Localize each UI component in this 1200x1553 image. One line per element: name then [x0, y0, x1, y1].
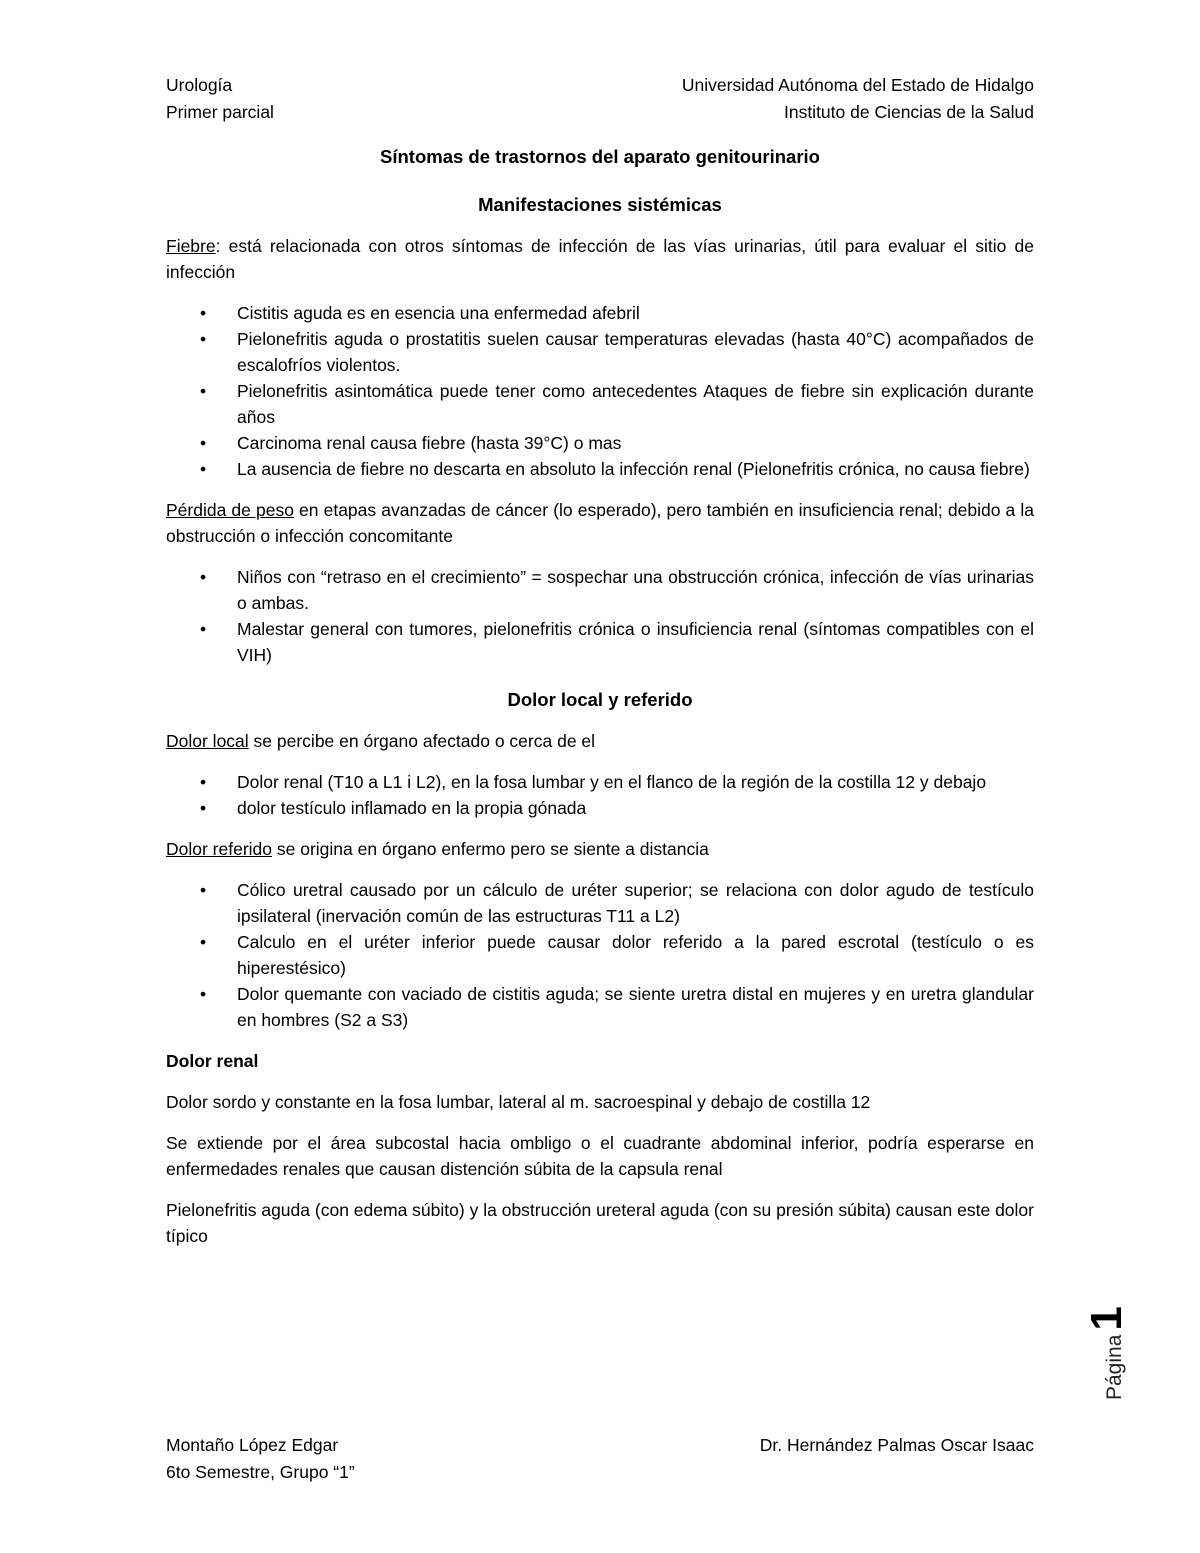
bullet-icon: •: [200, 798, 207, 818]
footer-right: [760, 1432, 1034, 1486]
header-left: [166, 72, 274, 126]
paragraph-dolor-renal-3: Pielonefritis aguda (con edema súbito) y la obstrucción ureteral aguda (con su presión súbita) causan este dolor típico: [166, 1200, 1034, 1246]
paragraph-peso: Pérdida de peso en etapas avanzadas de cáncer (lo esperado), pero también en insuficiencia renal; debido a la obstrucción o infección concomitante: [166, 500, 1034, 546]
page-word: Página: [1103, 1334, 1126, 1400]
bullet-icon: •: [200, 433, 207, 453]
list-item: • Carcinoma renal causa fiebre (hasta 39°C) o mas: [237, 430, 1034, 456]
subheading-dolor-renal: Dolor renal: [166, 1051, 259, 1071]
page-header: [166, 72, 1034, 126]
bullet-icon: •: [200, 303, 207, 323]
university-name: Universidad Autónoma del Estado de Hidalgo: [681, 75, 1034, 95]
list-item: • Pielonefritis aguda o prostatitis suelen causar temperaturas elevadas (hasta 40°C) acompañados de escalofríos violentos.: [237, 326, 1034, 378]
footer-left: [166, 1432, 355, 1486]
section-heading-systemic: Manifestaciones sistémicas: [478, 194, 722, 215]
paragraph-dolor-local: Dolor local se percibe en órgano afectado o cerca de el: [166, 731, 596, 751]
document-title: Síntomas de trastornos del aparato genitourinario: [380, 146, 820, 167]
list-fiebre: [166, 300, 1034, 482]
bullet-icon: •: [200, 772, 207, 792]
institute-name: Instituto de Ciencias de la Salud: [783, 102, 1034, 122]
list-item: • Pielonefritis asintomática puede tener como antecedentes Ataques de fiebre sin explicación durante años: [237, 378, 1034, 430]
professor-name: Dr. Hernández Palmas Oscar Isaac: [759, 1435, 1034, 1455]
term-dolor-referido: Dolor referido: [166, 839, 273, 859]
list-item: • Dolor quemante con vaciado de cistitis aguda; se siente uretra distal en mujeres y en uretra glandular en hombres (S2 a S3): [237, 981, 1034, 1033]
list-item: • dolor testículo inflamado en la propia gónada: [237, 795, 1034, 821]
list-item: • Niños con “retraso en el crecimiento” = sospechar una obstrucción crónica, infección de vías urinarias o ambas.: [237, 564, 1034, 616]
student-group: 6to Semestre, Grupo “1”: [166, 1462, 355, 1482]
bullet-icon: •: [200, 381, 207, 401]
term-dolor-local: Dolor local: [166, 731, 249, 751]
header-right: [682, 72, 1034, 126]
bullet-icon: •: [200, 567, 207, 587]
list-item: • Dolor renal (T10 a L1 i L2), en la fosa lumbar y en el flanco de la región de la costilla 12 y debajo: [237, 769, 1034, 795]
bullet-icon: •: [200, 329, 207, 349]
paragraph-dolor-renal-1: Dolor sordo y constante en la fosa lumbar, lateral al m. sacroespinal y debajo de costilla 12: [166, 1092, 871, 1112]
paragraph-fiebre: Fiebre: está relacionada con otros síntomas de infección de las vías urinarias, útil para evaluar el sitio de infección: [166, 236, 1034, 282]
paragraph-dolor-referido: Dolor referido se origina en órgano enfermo pero se siente a distancia: [166, 839, 709, 859]
bullet-icon: •: [200, 984, 207, 1004]
page-number-label: [1082, 1306, 1132, 1400]
term-perdida-peso: Pérdida de peso: [166, 500, 294, 520]
document-body: [166, 143, 1034, 1264]
term-fiebre: Fiebre: [166, 236, 216, 256]
bullet-icon: •: [200, 459, 207, 479]
list-item: • Cólico uretral causado por un cálculo de uréter superior; se relaciona con dolor agudo de testículo ipsilateral (inervación común de las estructuras T11 a L2): [237, 877, 1034, 929]
bullet-icon: •: [200, 932, 207, 952]
list-item: • Malestar general con tumores, pielonefritis crónica o insuficiencia renal (síntomas compatibles con el VIH): [237, 616, 1034, 668]
page-footer: [166, 1432, 1034, 1486]
bullet-icon: •: [200, 880, 207, 900]
paragraph-dolor-renal-2: Se extiende por el área subcostal hacia ombligo o el cuadrante abdominal inferior, podría esperarse en enfermedades renales que causan distención súbita de la capsula renal: [166, 1133, 1034, 1179]
page-number: 1: [1082, 1306, 1131, 1331]
section-heading-pain: Dolor local y referido: [507, 689, 693, 710]
list-dolor-referido: [166, 877, 1034, 1033]
list-item: • La ausencia de fiebre no descarta en absoluto la infección renal (Pielonefritis crónica, no causa fiebre): [237, 456, 1034, 482]
course-name: Urología: [166, 75, 233, 95]
list-item: • Cistitis aguda es en esencia una enfermedad afebril: [237, 300, 1034, 326]
list-peso: [166, 564, 1034, 668]
student-name: Montaño López Edgar: [166, 1435, 339, 1455]
list-dolor-local: [166, 769, 1034, 821]
bullet-icon: •: [200, 619, 207, 639]
exam-name: Primer parcial: [166, 102, 274, 122]
list-item: • Calculo en el uréter inferior puede causar dolor referido a la pared escrotal (testículo o es hiperestésico): [237, 929, 1034, 981]
